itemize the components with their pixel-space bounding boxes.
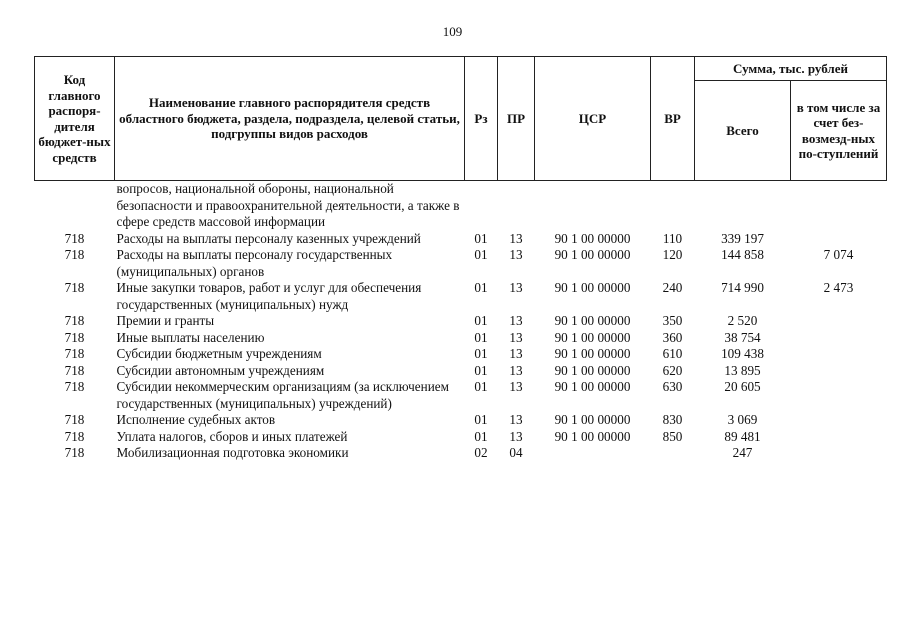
budget-table xyxy=(34,56,887,462)
cell-code: 718 xyxy=(64,346,85,361)
cell-code: 718 xyxy=(64,280,85,295)
table-row xyxy=(35,313,887,330)
cell-name: Расходы на выплаты персоналу казенных учреждений xyxy=(116,230,421,246)
header-pr: ПР xyxy=(498,57,535,181)
cell-rz: 02 xyxy=(474,445,488,460)
cell-code: 718 xyxy=(64,412,85,427)
cell-rz xyxy=(465,181,498,231)
cell-total: 339 197 xyxy=(721,230,764,246)
cell-pr: 13 xyxy=(509,313,523,328)
header-total: Всего xyxy=(695,81,791,181)
cell-total: 109 438 xyxy=(721,346,764,361)
cell-vr: 830 xyxy=(662,412,683,427)
cell-pr: 13 xyxy=(509,428,523,444)
cell-csr: 90 1 00 00000 xyxy=(554,230,631,246)
cell-name: Уплата налогов, сборов и иных платежей xyxy=(116,428,348,444)
cell-rz: 01 xyxy=(474,247,488,262)
cell-name: Иные закупки товаров, работ и услуг для обеспечения государственных (муниципальных) нужд xyxy=(116,280,422,312)
table-row xyxy=(35,181,887,231)
cell-gratuitous xyxy=(791,346,887,363)
cell-csr xyxy=(535,181,651,231)
cell-name: вопросов, национальной обороны, национальной безопасности и правоохранительной деятельности, а также в сфере средств массовой информации xyxy=(116,181,460,229)
cell-name: Субсидии автономным учреждениям xyxy=(116,362,325,378)
cell-gratuitous xyxy=(791,181,887,231)
header-name: Наименование главного распорядителя средств областного бюджета, раздела, подраздела, целевой статьи, подгруппы видов расходов xyxy=(115,57,465,181)
cell-rz: 01 xyxy=(474,412,488,427)
cell-code: 718 xyxy=(64,329,85,345)
cell-pr: 13 xyxy=(509,362,523,378)
cell-vr: 120 xyxy=(662,247,683,262)
cell-gratuitous xyxy=(791,231,887,248)
cell-total: 13 895 xyxy=(724,362,761,378)
table-row xyxy=(35,330,887,347)
cell-name: Субсидии некоммерческим организациям (за исключением государственных (муниципальных) учреждений) xyxy=(116,379,449,411)
cell-pr: 13 xyxy=(509,412,523,427)
cell-code: 718 xyxy=(64,445,85,460)
cell-code: 718 xyxy=(64,428,85,444)
cell-gratuitous xyxy=(791,445,887,462)
cell-vr: 620 xyxy=(662,362,683,378)
header-gratuitous: в том числе за счет без-возмезд-ных по-ступлений xyxy=(791,81,887,181)
header-csr: ЦСР xyxy=(535,57,651,181)
cell-gratuitous xyxy=(791,429,887,446)
cell-name: Премии и гранты xyxy=(116,313,215,328)
table-body xyxy=(35,181,887,462)
cell-total: 38 754 xyxy=(724,329,761,345)
cell-code: 718 xyxy=(64,313,85,328)
table-row xyxy=(35,247,887,280)
cell-rz: 01 xyxy=(474,428,488,444)
cell-code xyxy=(35,181,115,231)
cell-total xyxy=(695,181,791,231)
table-row xyxy=(35,412,887,429)
cell-vr xyxy=(651,445,695,462)
cell-code: 718 xyxy=(64,362,85,378)
cell-csr: 90 1 00 00000 xyxy=(554,247,631,262)
cell-total: 89 481 xyxy=(724,428,761,444)
table-row xyxy=(35,429,887,446)
cell-csr: 90 1 00 00000 xyxy=(554,329,631,345)
cell-pr xyxy=(498,181,535,231)
cell-vr: 360 xyxy=(662,329,683,345)
cell-code: 718 xyxy=(64,230,85,246)
cell-gratuitous xyxy=(791,363,887,380)
cell-total: 3 069 xyxy=(727,412,758,427)
cell-name: Иные выплаты населению xyxy=(116,329,265,345)
cell-name: Мобилизационная подготовка экономики xyxy=(116,445,349,460)
cell-gratuitous xyxy=(791,330,887,347)
table-row xyxy=(35,363,887,380)
cell-csr: 90 1 00 00000 xyxy=(554,313,631,328)
cell-gratuitous: 7 074 xyxy=(823,247,854,262)
table-row xyxy=(35,280,887,313)
cell-rz: 01 xyxy=(474,362,488,378)
table-row xyxy=(35,379,887,412)
cell-vr: 110 xyxy=(662,230,683,246)
table-row xyxy=(35,445,887,462)
cell-code: 718 xyxy=(64,379,85,394)
cell-rz: 01 xyxy=(474,379,488,394)
header-rz: Рз xyxy=(465,57,498,181)
cell-total: 144 858 xyxy=(721,247,764,262)
cell-pr: 13 xyxy=(509,379,523,394)
table-row xyxy=(35,346,887,363)
cell-csr: 90 1 00 00000 xyxy=(554,346,631,361)
cell-rz: 01 xyxy=(474,346,488,361)
cell-total: 247 xyxy=(732,445,753,460)
cell-csr: 90 1 00 00000 xyxy=(554,280,631,295)
cell-pr: 04 xyxy=(509,445,523,460)
cell-code: 718 xyxy=(64,247,85,262)
cell-csr: 90 1 00 00000 xyxy=(554,428,631,444)
page-number: 109 xyxy=(442,24,463,39)
header-sum: Сумма, тыс. рублей xyxy=(695,57,887,81)
cell-rz: 01 xyxy=(474,230,488,246)
cell-name: Расходы на выплаты персоналу государственных (муниципальных) органов xyxy=(116,247,393,279)
cell-pr: 13 xyxy=(509,329,523,345)
cell-vr: 240 xyxy=(662,280,683,295)
cell-gratuitous xyxy=(791,412,887,429)
cell-vr xyxy=(651,181,695,231)
table-header xyxy=(35,57,887,181)
cell-csr xyxy=(535,445,651,462)
header-vr: ВР xyxy=(651,57,695,181)
cell-gratuitous xyxy=(791,379,887,412)
cell-csr: 90 1 00 00000 xyxy=(554,362,631,378)
cell-pr: 13 xyxy=(509,247,523,262)
cell-pr: 13 xyxy=(509,346,523,361)
cell-csr: 90 1 00 00000 xyxy=(554,412,631,427)
cell-gratuitous xyxy=(791,313,887,330)
header-code: Код главного распоря-дителя бюджет-ных средств xyxy=(35,57,115,181)
cell-rz: 01 xyxy=(474,313,488,328)
cell-rz: 01 xyxy=(474,329,488,345)
cell-gratuitous: 2 473 xyxy=(823,280,854,295)
cell-pr: 13 xyxy=(509,230,523,246)
cell-vr: 610 xyxy=(662,346,683,361)
cell-vr: 350 xyxy=(662,313,683,328)
cell-csr: 90 1 00 00000 xyxy=(554,379,631,394)
cell-total: 2 520 xyxy=(727,313,758,328)
cell-total: 714 990 xyxy=(721,280,764,295)
cell-vr: 630 xyxy=(662,379,683,394)
cell-rz: 01 xyxy=(474,280,488,295)
table-row xyxy=(35,231,887,248)
cell-name: Субсидии бюджетным учреждениям xyxy=(116,346,322,361)
cell-vr: 850 xyxy=(662,428,683,444)
cell-pr: 13 xyxy=(509,280,523,295)
cell-name: Исполнение судебных актов xyxy=(116,412,276,427)
cell-total: 20 605 xyxy=(724,379,761,394)
